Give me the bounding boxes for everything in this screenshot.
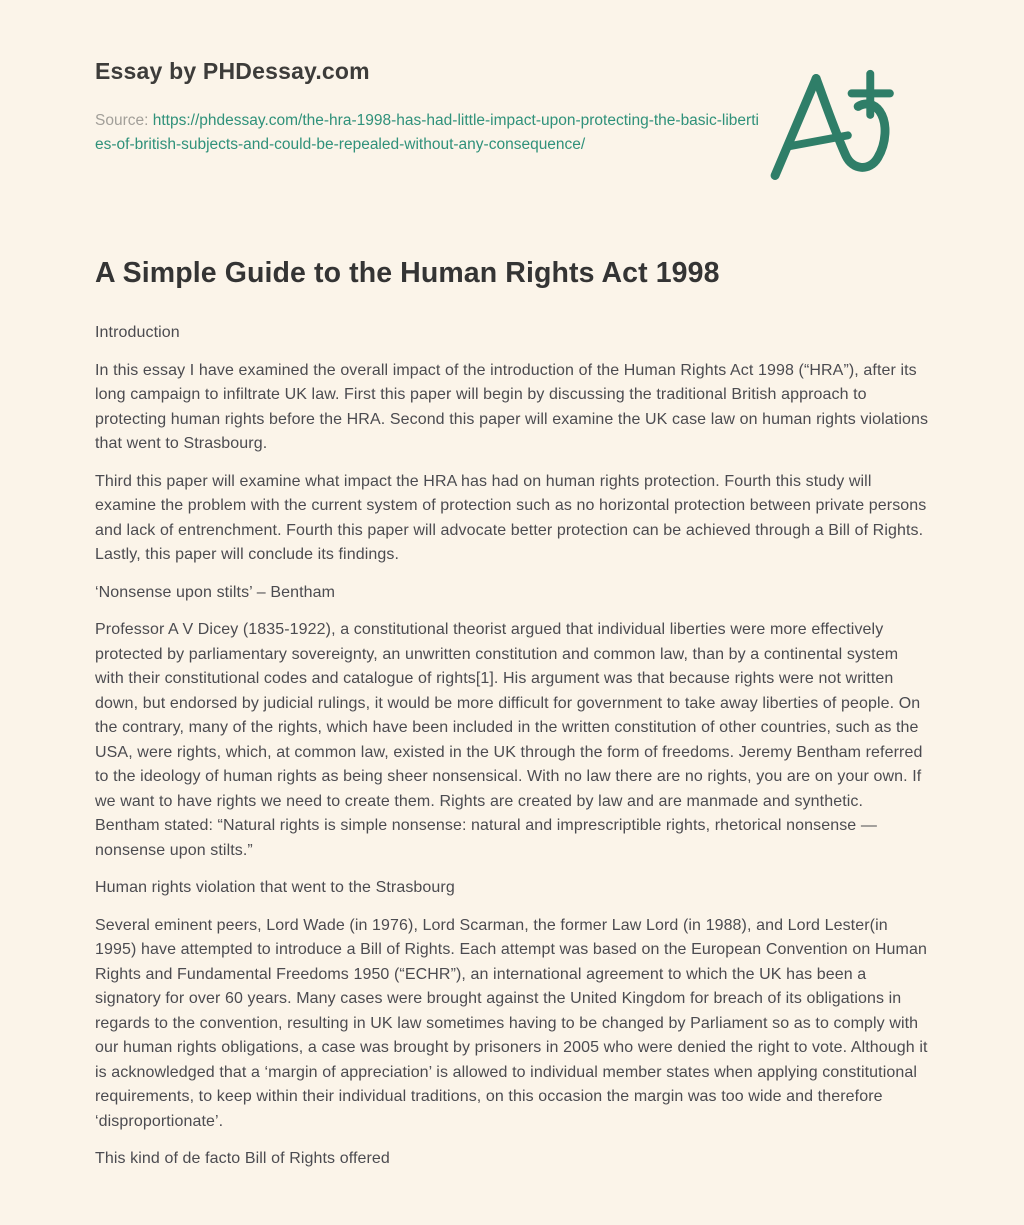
essay-paragraph: In this essay I have examined the overall impact of the introduction of the Human Rights Act 1998 (“HRA”), after its long campaign to infiltrate UK law. First this paper will begin by discussing the traditional British approach to protecting human rights before the HRA. Second this paper will examine the UK case law on human rights violations that went to Strasbourg. — [95, 361, 929, 452]
essay-paragraph: ‘Nonsense upon stilts’ – Bentham — [95, 583, 336, 601]
source-line — [95, 109, 762, 157]
essay-paragraph: This kind of de facto Bill of Rights offered — [95, 1150, 390, 1167]
essay-paragraph: Human rights violation that went to the Strasbourg — [95, 879, 455, 896]
source-label: Source: — [95, 112, 149, 129]
page-title: A Simple Guide to the Human Rights Act 1998 — [95, 257, 720, 289]
essay-body — [95, 321, 931, 1172]
essay-paragraph: Several eminent peers, Lord Wade (in 1976), Lord Scarman, the former Law Lord (in 1988), and Lord Lester(in 1995) have attempted to introduce a Bill of Rights. Each attempt was based on the European Convention on Human Rights and Fundamental Freedoms 1950 (“ECHR”), an international agreement to which the UK has been a signatory for over 60 years. Many cases were brought against the United Kingdom for breach of its obligations in regards to the convention, resulting in UK law sometimes having to be changed by Parliament so as to comply with our human rights obligations, a case was brought by prisoners in 2005 who were denied the right to vote. Although it is acknowledged that a ‘margin of appreciation’ is allowed to individual member states when applying constitutional requirements, to keep within their individual traditions, on this occasion the margin was too wide and therefore ‘disproportionate’. — [95, 916, 928, 1130]
header-text-block — [95, 58, 762, 157]
essay-paragraph: Professor A V Dicey (1835-1922), a constitutional theorist argued that individual liberties were more effectively protected by parliamentary sovereignty, an unwritten constitution and common law, than by a continental system with their constitutional codes and catalogue of rights[1]. His argument was that because rights were not written down, but endorsed by judicial rulings, it would be more difficult for government to take away liberties of people. On the contrary, many of the rights, which have been included in the written constitution of other countries, such as the USA, were rights, which, at common law, existed in the UK through the form of freedoms. Jeremy Bentham referred to the ideology of human rights as being sheer nonsensical. With no law there are no rights, you are on your own. If we want to have rights we need to create them. Rights are created by law and are manmade and synthetic. Bentham stated: “Natural rights is simple nonsense: natural and imprescriptible rights, rhetorical nonsense — nonsense upon stilts.” — [95, 621, 923, 859]
a-plus-logo-icon — [762, 66, 902, 193]
essay-paragraph: Third this paper will examine what impact the HRA has had on human rights protection. Fourth this study will examine the problem with the current system of protection such as no horizontal protection between private persons and lack of entrenchment. Fourth this paper will advocate better protection can be achieved through a Bill of Rights. Lastly, this paper will conclude its findings. — [95, 472, 927, 563]
byline: Essay by PHDessay.com — [95, 58, 370, 84]
page-header — [95, 58, 930, 193]
article — [95, 257, 930, 1172]
source-link[interactable]: https://phdessay.com/the-hra-1998-has-had-little-impact-upon-protecting-the-basic-liberties-of-british-subjects-and-could-be-repealed-without-any-consequence/ — [95, 112, 759, 153]
essay-paragraph: Introduction — [95, 324, 180, 341]
